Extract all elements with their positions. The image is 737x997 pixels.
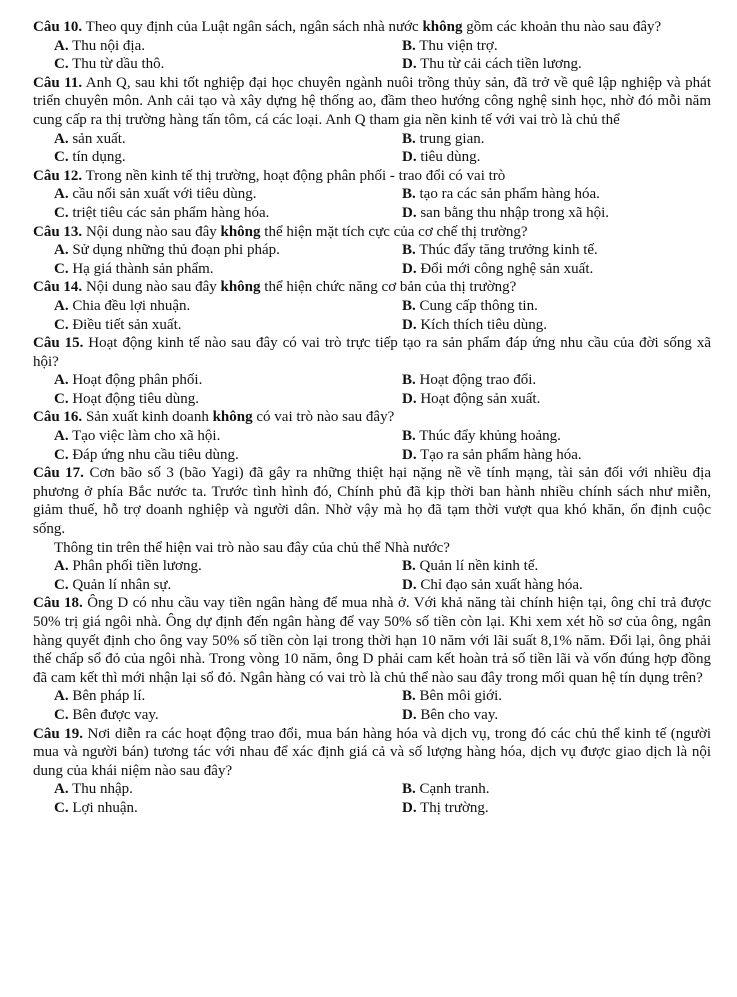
option-text: Thu từ cải cách tiền lương. — [416, 56, 582, 73]
answer-option[interactable] — [54, 37, 402, 56]
option-letter: D. — [402, 799, 417, 816]
option-letter: B. — [402, 688, 416, 705]
option-letter: D. — [402, 260, 417, 277]
answer-options — [54, 185, 711, 222]
question-block — [33, 464, 711, 594]
option-letter: C. — [54, 390, 69, 407]
option-text: Tạo việc làm cho xã hội. — [68, 428, 221, 445]
answer-option[interactable] — [402, 148, 711, 167]
answer-option[interactable] — [54, 55, 402, 74]
question-block — [33, 74, 711, 167]
question-stem — [33, 725, 711, 781]
question-number: Câu 12. — [33, 167, 83, 184]
emphasis-text: không — [220, 223, 261, 240]
option-text: Điều tiết sản xuất. — [68, 316, 182, 333]
answer-option[interactable] — [402, 130, 711, 149]
option-letter: C. — [54, 56, 69, 73]
answer-options — [54, 37, 711, 74]
option-text: tín dụng. — [68, 149, 126, 166]
question-block — [33, 725, 711, 818]
option-text: trung gian. — [415, 130, 485, 147]
answer-options — [54, 241, 711, 278]
answer-option[interactable] — [402, 55, 711, 74]
question-block — [33, 223, 711, 279]
answer-option[interactable] — [54, 557, 402, 576]
option-text: Quản lí nền kinh tế. — [415, 558, 539, 575]
question-block — [33, 18, 711, 74]
option-letter: B. — [402, 428, 416, 445]
option-letter: A. — [54, 186, 69, 203]
answer-options — [54, 130, 711, 167]
question-number: Câu 13. — [33, 223, 83, 240]
answer-options — [54, 780, 711, 817]
option-text: Hoạt động tiêu dùng. — [68, 390, 199, 407]
option-letter: D. — [402, 446, 417, 463]
option-letter: B. — [402, 372, 416, 389]
option-text: Tạo ra sản phẩm hàng hóa. — [416, 446, 582, 463]
question-stem — [33, 223, 711, 242]
question-number: Câu 15. — [33, 335, 84, 352]
option-text: Hoạt động trao đổi. — [415, 372, 537, 389]
answer-option[interactable] — [402, 706, 711, 725]
option-text: Hạ giá thành sản phẩm. — [68, 260, 214, 277]
option-letter: B. — [402, 558, 416, 575]
answer-option[interactable] — [54, 185, 402, 204]
answer-option[interactable] — [54, 446, 402, 465]
answer-option[interactable] — [54, 130, 402, 149]
answer-options — [54, 371, 711, 408]
stem-text: Trong nền kinh tế thị trường, hoạt động phân phối - trao đổi có vai trò — [82, 167, 506, 184]
question-block — [33, 278, 711, 334]
question-number: Câu 19. — [33, 725, 83, 742]
answer-option[interactable] — [402, 446, 711, 465]
option-letter: A. — [54, 372, 69, 389]
question-number: Câu 11. — [33, 74, 83, 91]
option-text: san bằng thu nhập trong xã hội. — [416, 204, 610, 221]
option-letter: A. — [54, 781, 69, 798]
option-letter: D. — [402, 56, 417, 73]
answer-option[interactable] — [402, 371, 711, 390]
option-letter: C. — [54, 706, 69, 723]
stem-text: thể hiện chức năng cơ bản của thị trường? — [260, 279, 517, 296]
question-stem — [33, 334, 711, 371]
option-letter: D. — [402, 204, 417, 221]
stem-text: Nội dung nào sau đây — [82, 279, 221, 296]
option-letter: D. — [402, 576, 417, 593]
option-text: Bên môi giới. — [415, 688, 503, 705]
answer-option[interactable] — [54, 576, 402, 595]
question-stem — [33, 167, 711, 186]
emphasis-text: không — [212, 409, 253, 426]
stem-text: Sản xuất kinh doanh — [82, 409, 213, 426]
answer-option[interactable] — [402, 316, 711, 335]
option-text: cầu nối sản xuất với tiêu dùng. — [68, 186, 257, 203]
stem-text: Cơn bão số 3 (bão Yagi) đã gây ra những thiệt hại nặng nề về tính mạng, tài sản đối với nhiều địa phương ở phía Bắc nước ta. Trước tình hình đó, Chính phủ đã kịp thời ban hành nhiều chính sách như miễn, giảm thuế, hỗ trợ doanh nghiệp và người dân. Nhờ vậy mà họ đã tạm thời vượt qua khó khăn, ổn định cuộc sống. — [33, 465, 711, 538]
option-text: Thu nhập. — [68, 781, 133, 798]
option-text: Đáp ứng nhu cầu tiêu dùng. — [68, 446, 239, 463]
option-letter: A. — [54, 130, 69, 147]
option-text: Thúc đẩy khủng hoảng. — [415, 428, 561, 445]
emphasis-text: không — [422, 19, 463, 35]
answer-option[interactable] — [54, 148, 402, 167]
option-letter: B. — [402, 781, 416, 798]
answer-option[interactable] — [402, 687, 711, 706]
answer-option[interactable] — [402, 37, 711, 56]
option-text: Bên cho vay. — [416, 706, 499, 723]
question-block — [33, 594, 711, 724]
stem-text: Ông D có nhu cầu vay tiền ngân hàng để mua nhà ở. Với khả năng tài chính hiện tại, ông chỉ trả được 50% trị giá ngôi nhà. Ông dự định đến ngân hàng để vay 50% số tiền còn lại. Khi xem xét hồ sơ của ông, ngân hàng quyết định cho ông vay 50% số tiền còn lại trong thời hạn 10 năm với lãi suất 8,1% năm. Đổi lại, ông phải thế chấp sổ đỏ của ngôi nhà. Trong vòng 10 năm, ông D phải cam kết hoàn trả số tiền lãi và vốn đúng hợp đồng đã cam kết thì mới nhận lại sổ đỏ. Ngân hàng có vai trò là chủ thể nào sau đây trong mối quan hệ tín dụng trên? — [33, 595, 711, 686]
option-letter: D. — [402, 149, 417, 166]
answer-option[interactable] — [54, 316, 402, 335]
option-text: Cung cấp thông tin. — [415, 297, 538, 314]
option-text: Hoạt động sản xuất. — [416, 390, 541, 407]
option-text: Thúc đẩy tăng trưởng kinh tế. — [415, 242, 598, 259]
option-text: sản xuất. — [68, 130, 126, 147]
answer-option[interactable] — [54, 204, 402, 223]
option-letter: C. — [54, 260, 69, 277]
question-stem — [33, 74, 711, 130]
option-letter: C. — [54, 799, 69, 816]
option-letter: D. — [402, 390, 417, 407]
answer-options — [54, 427, 711, 464]
option-text: tiêu dùng. — [416, 149, 481, 166]
question-number: Câu 14. — [33, 279, 83, 296]
answer-option[interactable] — [54, 427, 402, 446]
answer-option[interactable] — [402, 576, 711, 595]
answer-option[interactable] — [54, 780, 402, 799]
stem-text: thể hiện mặt tích cực của cơ chế thị trường? — [260, 223, 528, 240]
option-letter: A. — [54, 37, 69, 54]
emphasis-text: không — [220, 279, 261, 296]
option-letter: A. — [54, 558, 69, 575]
answer-option[interactable] — [402, 557, 711, 576]
question-block — [33, 167, 711, 223]
answer-options — [54, 687, 711, 724]
option-letter: D. — [402, 316, 417, 333]
option-text: Bên được vay. — [68, 706, 159, 723]
option-text: Cạnh tranh. — [415, 781, 490, 798]
question-list — [33, 18, 711, 818]
option-letter: C. — [54, 576, 69, 593]
option-text: Phân phối tiền lương. — [68, 558, 202, 575]
answer-option[interactable] — [402, 297, 711, 316]
option-text: Thu nội địa. — [68, 37, 145, 54]
question-stem — [33, 408, 711, 427]
option-text: Lợi nhuận. — [68, 799, 138, 816]
option-letter: C. — [54, 149, 69, 166]
answer-option[interactable] — [402, 427, 711, 446]
question-stem — [33, 18, 711, 37]
question-stem — [33, 464, 711, 538]
question-number: Câu 18. — [33, 595, 83, 612]
stem-text: Hoạt động kinh tế nào sau đây có vai trò trực tiếp tạo ra sản phẩm đáp ứng nhu cầu của đời sống xã hội? — [33, 335, 711, 370]
answer-option[interactable] — [54, 297, 402, 316]
option-letter: A. — [54, 688, 69, 705]
question-number: Câu 10. — [33, 19, 83, 35]
option-letter: B. — [402, 297, 416, 314]
option-text: Quản lí nhân sự. — [68, 576, 172, 593]
answer-option[interactable] — [54, 371, 402, 390]
answer-option[interactable] — [54, 260, 402, 279]
option-letter: C. — [54, 446, 69, 463]
answer-option[interactable] — [54, 799, 402, 818]
option-letter: A. — [54, 297, 69, 314]
option-text: Chỉ đạo sản xuất hàng hóa. — [416, 576, 583, 593]
question-number: Câu 17. — [33, 465, 84, 482]
question-block — [33, 334, 711, 408]
answer-option[interactable] — [402, 185, 711, 204]
answer-option[interactable] — [402, 390, 711, 409]
answer-option[interactable] — [54, 706, 402, 725]
stem-text: Theo quy định của Luật ngân sách, ngân sách nhà nước — [82, 19, 423, 35]
option-letter: B. — [402, 37, 416, 54]
option-text: Thu viện trợ. — [415, 37, 498, 54]
option-text: Đổi mới công nghệ sản xuất. — [416, 260, 594, 277]
answer-option[interactable] — [402, 260, 711, 279]
answer-option[interactable] — [54, 390, 402, 409]
answer-option[interactable] — [402, 204, 711, 223]
answer-option[interactable] — [54, 687, 402, 706]
answer-option[interactable] — [402, 241, 711, 260]
option-text: Thu từ dầu thô. — [68, 56, 165, 73]
answer-option[interactable] — [402, 780, 711, 799]
stem-text: có vai trò nào sau đây? — [252, 409, 395, 426]
option-letter: B. — [402, 242, 416, 259]
answer-options — [54, 297, 711, 334]
option-letter: C. — [54, 204, 69, 221]
answer-option[interactable] — [54, 241, 402, 260]
answer-option[interactable] — [402, 799, 711, 818]
option-text: Bên pháp lí. — [68, 688, 146, 705]
stem-text: gồm các khoản thu nào sau đây? — [462, 19, 662, 35]
stem-text: Nơi diễn ra các hoạt động trao đổi, mua bán hàng hóa và dịch vụ, trong đó các chủ thể kinh tế (người mua và người bán) tương tác với nhau để xác định giá cả và số lượng hàng hóa, dịch vụ được giao dịch là nội dung của khái niệm nào sau đây? — [33, 725, 711, 779]
question-stem — [33, 278, 711, 297]
option-letter: B. — [402, 130, 416, 147]
question-number: Câu 16. — [33, 409, 83, 426]
stem-text: Anh Q, sau khi tốt nghiệp đại học chuyên ngành nuôi trồng thủy sản, đã trở về quê lập nghiệp và phát triển chuyên môn. Anh cải tạo và xây dựng hệ thống ao, đầm theo hướng công nghệ sinh học, nhờ đó mỗi năm cung cấp ra thị trường hàng tấn tôm, cá các loại. Anh Q tham gia nền kinh tế với vai trò là chủ thể — [33, 74, 712, 128]
answer-options — [54, 557, 711, 594]
question-stem — [33, 594, 711, 687]
option-text: tạo ra các sản phẩm hàng hóa. — [415, 186, 600, 203]
question-prompt: Thông tin trên thể hiện vai trò nào sau đây của chủ thể Nhà nước? — [54, 539, 450, 556]
option-letter: C. — [54, 316, 69, 333]
option-text: Sử dụng những thủ đoạn phi pháp. — [68, 242, 280, 259]
question-block — [33, 408, 711, 464]
option-text: Hoạt động phân phối. — [68, 372, 203, 389]
option-letter: B. — [402, 186, 416, 203]
option-letter: D. — [402, 706, 417, 723]
option-text: Kích thích tiêu dùng. — [416, 316, 547, 333]
stem-text: Nội dung nào sau đây — [82, 223, 221, 240]
option-text: Chia đều lợi nhuận. — [68, 297, 191, 314]
option-letter: A. — [54, 242, 69, 259]
option-letter: A. — [54, 428, 69, 445]
option-text: triệt tiêu các sản phẩm hàng hóa. — [68, 204, 270, 221]
option-text: Thị trường. — [416, 799, 489, 816]
